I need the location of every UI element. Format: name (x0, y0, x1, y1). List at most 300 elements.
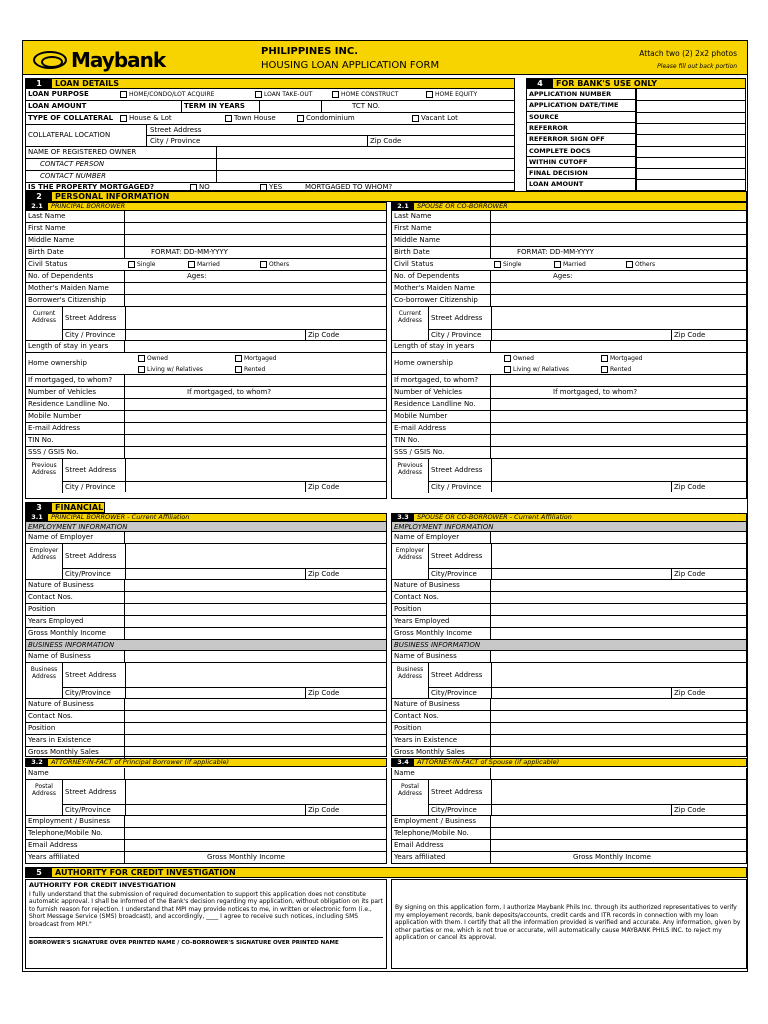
nature-field[interactable] (490, 580, 746, 591)
zip-label: Zip Code (305, 330, 339, 340)
mobile-row (392, 411, 746, 423)
emp-business-field[interactable] (124, 816, 386, 827)
condominium-checkbox[interactable] (297, 115, 304, 122)
city-field[interactable] (125, 330, 305, 340)
principal-attorney-table (25, 768, 387, 864)
employer-row (392, 532, 746, 544)
street-field[interactable] (491, 780, 746, 804)
street-label: Street Address (65, 787, 117, 796)
field-label: Residence Landline No. (394, 400, 476, 408)
address-block (428, 307, 746, 340)
others-checkbox[interactable] (626, 261, 633, 268)
home-construct-checkbox[interactable] (332, 91, 339, 98)
field-label: Co-borrower Citizenship (394, 296, 478, 304)
vehicles-field[interactable] (490, 387, 746, 398)
rented-checkbox[interactable] (601, 366, 608, 373)
application-form (22, 40, 748, 972)
attach-note: Attach two (2) 2x2 photos (639, 49, 737, 58)
field-label: Name of Employer (28, 533, 94, 541)
field-label: Email Address (394, 841, 444, 849)
single-checkbox[interactable] (128, 261, 135, 268)
last-name-field[interactable] (490, 211, 746, 222)
city-label: City / Province (65, 331, 116, 339)
street-label: Street Address (65, 670, 117, 679)
citizenship-row (392, 295, 746, 307)
bank-use-value-field[interactable] (637, 100, 746, 101)
city-row (429, 805, 746, 815)
contact-number-label: CONTACT NUMBER (40, 172, 106, 180)
home-ownership-row (392, 353, 746, 375)
attorney-email-row (26, 840, 386, 852)
field-label: Years in Existence (394, 736, 458, 744)
principal-financial-table (25, 522, 387, 757)
mobile-field[interactable] (124, 411, 386, 422)
years-employed-row (26, 616, 386, 628)
bus-contact-field[interactable] (490, 711, 746, 722)
sss-row (26, 447, 386, 459)
employer-address-row (392, 544, 746, 580)
citizenship-field[interactable] (490, 295, 746, 306)
attorney-name-field[interactable] (124, 768, 386, 779)
bus-nature-field[interactable] (124, 699, 386, 710)
stay-field[interactable] (490, 341, 746, 352)
bank-use-value-field[interactable] (637, 157, 746, 158)
bus-position-field[interactable] (124, 723, 386, 734)
section-credit-authority (25, 867, 747, 878)
mortgaged-to-field[interactable] (124, 375, 386, 386)
street-label: Street Address (147, 125, 514, 136)
landline-field[interactable] (124, 399, 386, 410)
zip-label: Zip Code (305, 805, 339, 815)
vacant-lot-checkbox[interactable] (412, 115, 419, 122)
city-field[interactable] (125, 805, 305, 815)
street-label: Street Address (65, 465, 117, 474)
option (500, 364, 569, 374)
last-name-row (26, 211, 386, 223)
vehicles-field[interactable] (124, 387, 386, 398)
street-field[interactable] (491, 544, 746, 568)
subsection-number: 3.2 (26, 759, 48, 766)
street-label: Street Address (431, 670, 483, 679)
field-label: Years in Existence (28, 736, 92, 744)
field-label: Birth Date (394, 248, 430, 256)
first-name-row (26, 223, 386, 235)
principal-attorney-header (25, 758, 387, 767)
section-title: PERSONAL INFORMATION (55, 192, 170, 201)
gross-income-field[interactable] (124, 628, 386, 639)
birth-date-field[interactable] (490, 247, 746, 258)
mortgaged-checkbox[interactable] (601, 355, 608, 362)
years-employed-field[interactable] (490, 616, 746, 627)
street-row (63, 459, 386, 482)
opt-label: LOAN TAKE-OUT (264, 91, 313, 98)
field-label: SSS / GSIS No. (28, 448, 79, 456)
street-field[interactable] (125, 780, 386, 804)
tin-field[interactable] (490, 435, 746, 446)
nature-row (26, 580, 386, 592)
bank-use-value-field[interactable] (637, 168, 746, 169)
street-row (429, 459, 746, 482)
option-label: Rented (610, 366, 632, 373)
city-row (63, 805, 386, 815)
address-label: Employer Address (29, 547, 59, 561)
coborrower-personal-table (391, 211, 747, 499)
loan-amount-label: LOAN AMOUNT (28, 102, 87, 110)
owned-checkbox[interactable] (504, 355, 511, 362)
email-field[interactable] (490, 423, 746, 434)
married-checkbox[interactable] (188, 261, 195, 268)
email-field[interactable] (124, 423, 386, 434)
zip-label: Zip Code (305, 482, 339, 492)
option-label: Married (563, 261, 586, 268)
field-label: Birth Date (28, 248, 64, 256)
zip-label: Zip Code (671, 482, 705, 492)
birth-date-field[interactable] (124, 247, 386, 258)
signature-line[interactable] (29, 937, 383, 938)
option-label: Single (137, 261, 156, 268)
field-label: EMPLOYMENT INFORMATION (28, 523, 128, 531)
bank-use-value-field[interactable] (637, 179, 746, 180)
city-label: City / Province (431, 331, 482, 339)
dependents-row (392, 271, 746, 283)
field-label: Last Name (28, 212, 66, 220)
city-field[interactable] (491, 330, 671, 340)
field-label: No. of Dependents (394, 272, 460, 280)
collateral-location-label: COLLATERAL LOCATION (28, 131, 111, 139)
nature-field[interactable] (124, 580, 386, 591)
sss-field[interactable] (124, 447, 386, 458)
business-name-field[interactable] (124, 651, 386, 662)
field-label: Years affiliated (28, 853, 80, 861)
field-hint: FORMAT: DD-MM-YYYY (151, 248, 228, 256)
subsection-title: SPOUSE OR CO-BORROWER (417, 202, 508, 210)
field-label: Employment / Business (394, 817, 477, 825)
first-name-field[interactable] (124, 223, 386, 234)
bank-use-row: REFERROR (527, 123, 635, 134)
citizenship-field[interactable] (124, 295, 386, 306)
field-label: Gross Monthly Sales (28, 748, 99, 756)
address-label: Current Address (32, 310, 56, 324)
position-row (392, 604, 746, 616)
single-checkbox[interactable] (494, 261, 501, 268)
field-label: Length of stay in years (394, 342, 475, 350)
stay-field[interactable] (124, 341, 386, 352)
city-row (429, 482, 746, 492)
authority-statement: I fully understand that the submission of required documentation to support this application does not constitute automatic approval. I shall be informed of the Bank's decision regarding my application, without obligation on its part to furnish reason for rejection. I understand that MPI may provide notices to me, in written or electronic form (i.e., Short Message Service (SMS) broadcast), and accordingly, ____ I agree to receive such notices, including SMS broadcast from MPI." (29, 890, 383, 928)
option-label: Mortgaged (244, 355, 277, 362)
bank-use-row: REFERROR SIGN OFF (527, 134, 635, 145)
mobile-row (26, 411, 386, 423)
street-row (429, 307, 746, 330)
section-loan-details (25, 78, 515, 89)
middle-name-field[interactable] (124, 235, 386, 246)
last-name-field[interactable] (124, 211, 386, 222)
middle-name-field[interactable] (490, 235, 746, 246)
attorney-name-row (392, 768, 746, 780)
subsection-title: ATTORNEY-IN-FACT of Spouse (if applicable) (417, 758, 560, 766)
principal-personal-table (25, 211, 387, 499)
field-label: Position (394, 724, 422, 732)
street-row (429, 544, 746, 569)
house-lot-checkbox[interactable] (120, 115, 127, 122)
citizenship-row (26, 295, 386, 307)
bank-use-value-field[interactable] (637, 112, 746, 113)
field-label: TIN No. (28, 436, 54, 444)
townhouse-checkbox[interactable] (225, 115, 232, 122)
mortgaged-label: IS THE PROPERTY MORTGAGED? (28, 183, 155, 191)
attorney-name-row (26, 768, 386, 780)
field-label: Gross Monthly Sales (394, 748, 465, 756)
first-name-field[interactable] (490, 223, 746, 234)
city-field[interactable] (491, 569, 671, 579)
field-label: If mortgaged, to whom? (394, 376, 479, 384)
field-label: Employment / Business (28, 817, 111, 825)
option-label: Married (197, 261, 220, 268)
position-field[interactable] (124, 604, 386, 615)
home-ownership-row (26, 353, 386, 375)
option (134, 364, 203, 374)
bus-nature-row (26, 699, 386, 711)
mortgaged-checkbox[interactable] (235, 355, 242, 362)
business-address-row (392, 663, 746, 699)
mortgaged-to-field[interactable] (490, 375, 746, 386)
street-field[interactable] (125, 307, 386, 329)
mortgaged-no-checkbox[interactable] (190, 184, 197, 191)
opt-label: Condominium (306, 114, 355, 122)
relatives-checkbox[interactable] (504, 366, 511, 373)
field-label: E-mail Address (394, 424, 447, 432)
contact-field[interactable] (490, 592, 746, 603)
tin-field[interactable] (124, 435, 386, 446)
city-field[interactable] (125, 688, 305, 698)
civil-status-row (392, 259, 746, 271)
employer-field[interactable] (124, 532, 386, 543)
coborrower-affiliation-header (391, 513, 747, 522)
street-field[interactable] (491, 307, 746, 329)
years-existence-field[interactable] (124, 735, 386, 746)
company-name: PHILIPPINES INC. (261, 46, 359, 57)
employer-row (26, 532, 386, 544)
address-block (62, 544, 386, 579)
field-label: Position (28, 724, 56, 732)
address-block (428, 663, 746, 698)
city-row (63, 569, 386, 579)
fill-note: Please fill out back portion (657, 63, 737, 70)
tiger-head-icon (33, 51, 67, 69)
previous-address-row (26, 459, 386, 493)
bus-position-field[interactable] (490, 723, 746, 734)
address-block (428, 780, 746, 815)
stay-row (26, 341, 386, 353)
city-label: City/Province (431, 806, 477, 814)
mortgaged-yes-checkbox[interactable] (260, 184, 267, 191)
street-label: Street Address (65, 551, 117, 560)
employer-field[interactable] (490, 532, 746, 543)
bank-use-row: LOAN AMOUNT (529, 180, 584, 189)
field-label: Length of stay in years (28, 342, 109, 350)
bank-use-values (636, 89, 746, 191)
city-row (63, 330, 386, 340)
opt-label: Vacant Lot (421, 114, 458, 122)
field-label: BUSINESS INFORMATION (394, 641, 481, 649)
rented-checkbox[interactable] (235, 366, 242, 373)
married-checkbox[interactable] (554, 261, 561, 268)
emp-business-row (26, 816, 386, 828)
option-label: Rented (244, 366, 266, 373)
home-equity-checkbox[interactable] (426, 91, 433, 98)
field-label: If mortgaged, to whom? (28, 376, 113, 384)
previous-address-row (392, 459, 746, 493)
sss-field[interactable] (490, 447, 746, 458)
bus-nature-field[interactable] (490, 699, 746, 710)
landline-field[interactable] (490, 399, 746, 410)
field-label: BUSINESS INFORMATION (28, 641, 115, 649)
street-label: Street Address (431, 313, 483, 322)
subsection-title: PRINCIPAL BORROWER - Current Affiliation (51, 513, 190, 521)
gross-income-row (26, 628, 386, 640)
birth-date-row (26, 247, 386, 259)
zip-label: Zip Code (305, 569, 339, 579)
field-label: Years affiliated (394, 853, 446, 861)
gross-income-row (392, 628, 746, 640)
mobile-field[interactable] (490, 411, 746, 422)
city-label: City / Province (431, 483, 482, 491)
bank-use-value-field[interactable] (637, 134, 746, 135)
years-affiliated-row (392, 852, 746, 864)
relatives-checkbox[interactable] (138, 366, 145, 373)
city-label: City / Province (150, 137, 201, 145)
field-label: Position (28, 605, 56, 613)
years-employed-field[interactable] (124, 616, 386, 627)
emp-business-field[interactable] (490, 816, 746, 827)
business-info-header (26, 640, 386, 651)
attorney-email-field[interactable] (490, 840, 746, 851)
years-affiliated-field[interactable] (490, 852, 746, 864)
street-field[interactable] (125, 663, 386, 687)
field-label: Residence Landline No. (28, 400, 110, 408)
field-label: Name of Business (394, 652, 457, 660)
if-mortgaged-row (26, 375, 386, 387)
subsection-number: 3.3 (392, 514, 414, 521)
city-field[interactable] (491, 805, 671, 815)
loan-purpose-row (26, 89, 514, 101)
telephone-field[interactable] (124, 828, 386, 839)
bank-use-row: COMPLETE DOCS (527, 146, 635, 157)
years-existence-row (26, 735, 386, 747)
attorney-email-field[interactable] (124, 840, 386, 851)
city-label: City / Province (65, 483, 116, 491)
option (256, 259, 289, 270)
city-field[interactable] (491, 482, 671, 492)
street-field[interactable] (491, 459, 746, 481)
maiden-name-row (26, 283, 386, 295)
contact-number-field[interactable] (216, 171, 514, 182)
field-hint: If mortgaged, to whom? (187, 388, 272, 396)
owned-checkbox[interactable] (138, 355, 145, 362)
telephone-field[interactable] (490, 828, 746, 839)
address-label: Previous Address (397, 462, 423, 476)
contact-field[interactable] (124, 592, 386, 603)
field-label: Name of Employer (394, 533, 460, 541)
subsection-title: SPOUSE OR CO-BORROWER - Current Affiliation (417, 513, 572, 521)
bus-contact-field[interactable] (124, 711, 386, 722)
contact-person-label: CONTACT PERSON (40, 160, 105, 168)
bank-use-value-field[interactable] (637, 123, 746, 124)
birth-date-row (392, 247, 746, 259)
loan-takeout-checkbox[interactable] (255, 91, 262, 98)
business-info-header (392, 640, 746, 651)
home-acquire-checkbox[interactable] (120, 91, 127, 98)
field-label: Years Employed (394, 617, 450, 625)
term-field[interactable] (259, 101, 321, 112)
subsection-title: PRINCIPAL BORROWER (51, 202, 126, 210)
address-label: Postal Address (398, 783, 422, 797)
address-block (62, 663, 386, 698)
vehicles-row (392, 387, 746, 399)
business-name-field[interactable] (490, 651, 746, 662)
dependents-field[interactable] (490, 271, 746, 282)
field-hint: If mortgaged, to whom? (553, 388, 638, 396)
years-existence-field[interactable] (490, 735, 746, 746)
authority-subtitle: AUTHORITY FOR CREDIT INVESTIGATION (29, 881, 176, 889)
street-field[interactable] (125, 544, 386, 568)
field-label: Gross Monthly Income (394, 629, 472, 637)
years-affiliated-field[interactable] (124, 852, 386, 864)
bank-use-row: APPLICATION DATE/TIME (527, 100, 635, 111)
subsection-number: 3.1 (26, 514, 48, 521)
dependents-field[interactable] (124, 271, 386, 282)
registered-owner-field[interactable] (216, 147, 514, 158)
street-label: Street Address (431, 787, 483, 796)
field-label: Home ownership (394, 359, 453, 367)
collateral-type-row (26, 113, 514, 125)
bus-position-row (26, 723, 386, 735)
maiden-name-field[interactable] (124, 283, 386, 294)
city-row (429, 330, 746, 340)
nature-row (392, 580, 746, 592)
others-checkbox[interactable] (260, 261, 267, 268)
section-title: FINANCIAL (55, 503, 104, 512)
address-label: Current Address (398, 310, 422, 324)
employer-address-row (26, 544, 386, 580)
field-label: Mobile Number (394, 412, 448, 420)
field-label: Mobile Number (28, 412, 82, 420)
attorney-name-field[interactable] (490, 768, 746, 779)
option (124, 259, 155, 270)
gross-income-field[interactable] (490, 628, 746, 639)
mortgaged-row (26, 183, 514, 191)
field-label: Position (394, 605, 422, 613)
contact-person-field[interactable] (216, 159, 514, 170)
city-field[interactable] (125, 482, 305, 492)
field-label: Telephone/Mobile No. (394, 829, 469, 837)
field-label: Nature of Business (28, 700, 94, 708)
zip-label: Zip Code (367, 136, 401, 146)
position-field[interactable] (490, 604, 746, 615)
bank-use-value-field[interactable] (637, 146, 746, 147)
current-address-row (26, 307, 386, 341)
term-label: TERM IN YEARS (181, 101, 321, 112)
street-field[interactable] (125, 459, 386, 481)
street-field[interactable] (491, 663, 746, 687)
collateral-type-label: TYPE OF COLLATERAL (28, 114, 114, 122)
maiden-name-field[interactable] (490, 283, 746, 294)
yes-label: YES (269, 183, 283, 191)
city-field[interactable] (125, 569, 305, 579)
bus-contact-row (392, 711, 746, 723)
city-field[interactable] (491, 688, 671, 698)
spouse-attorney-header (391, 758, 747, 767)
